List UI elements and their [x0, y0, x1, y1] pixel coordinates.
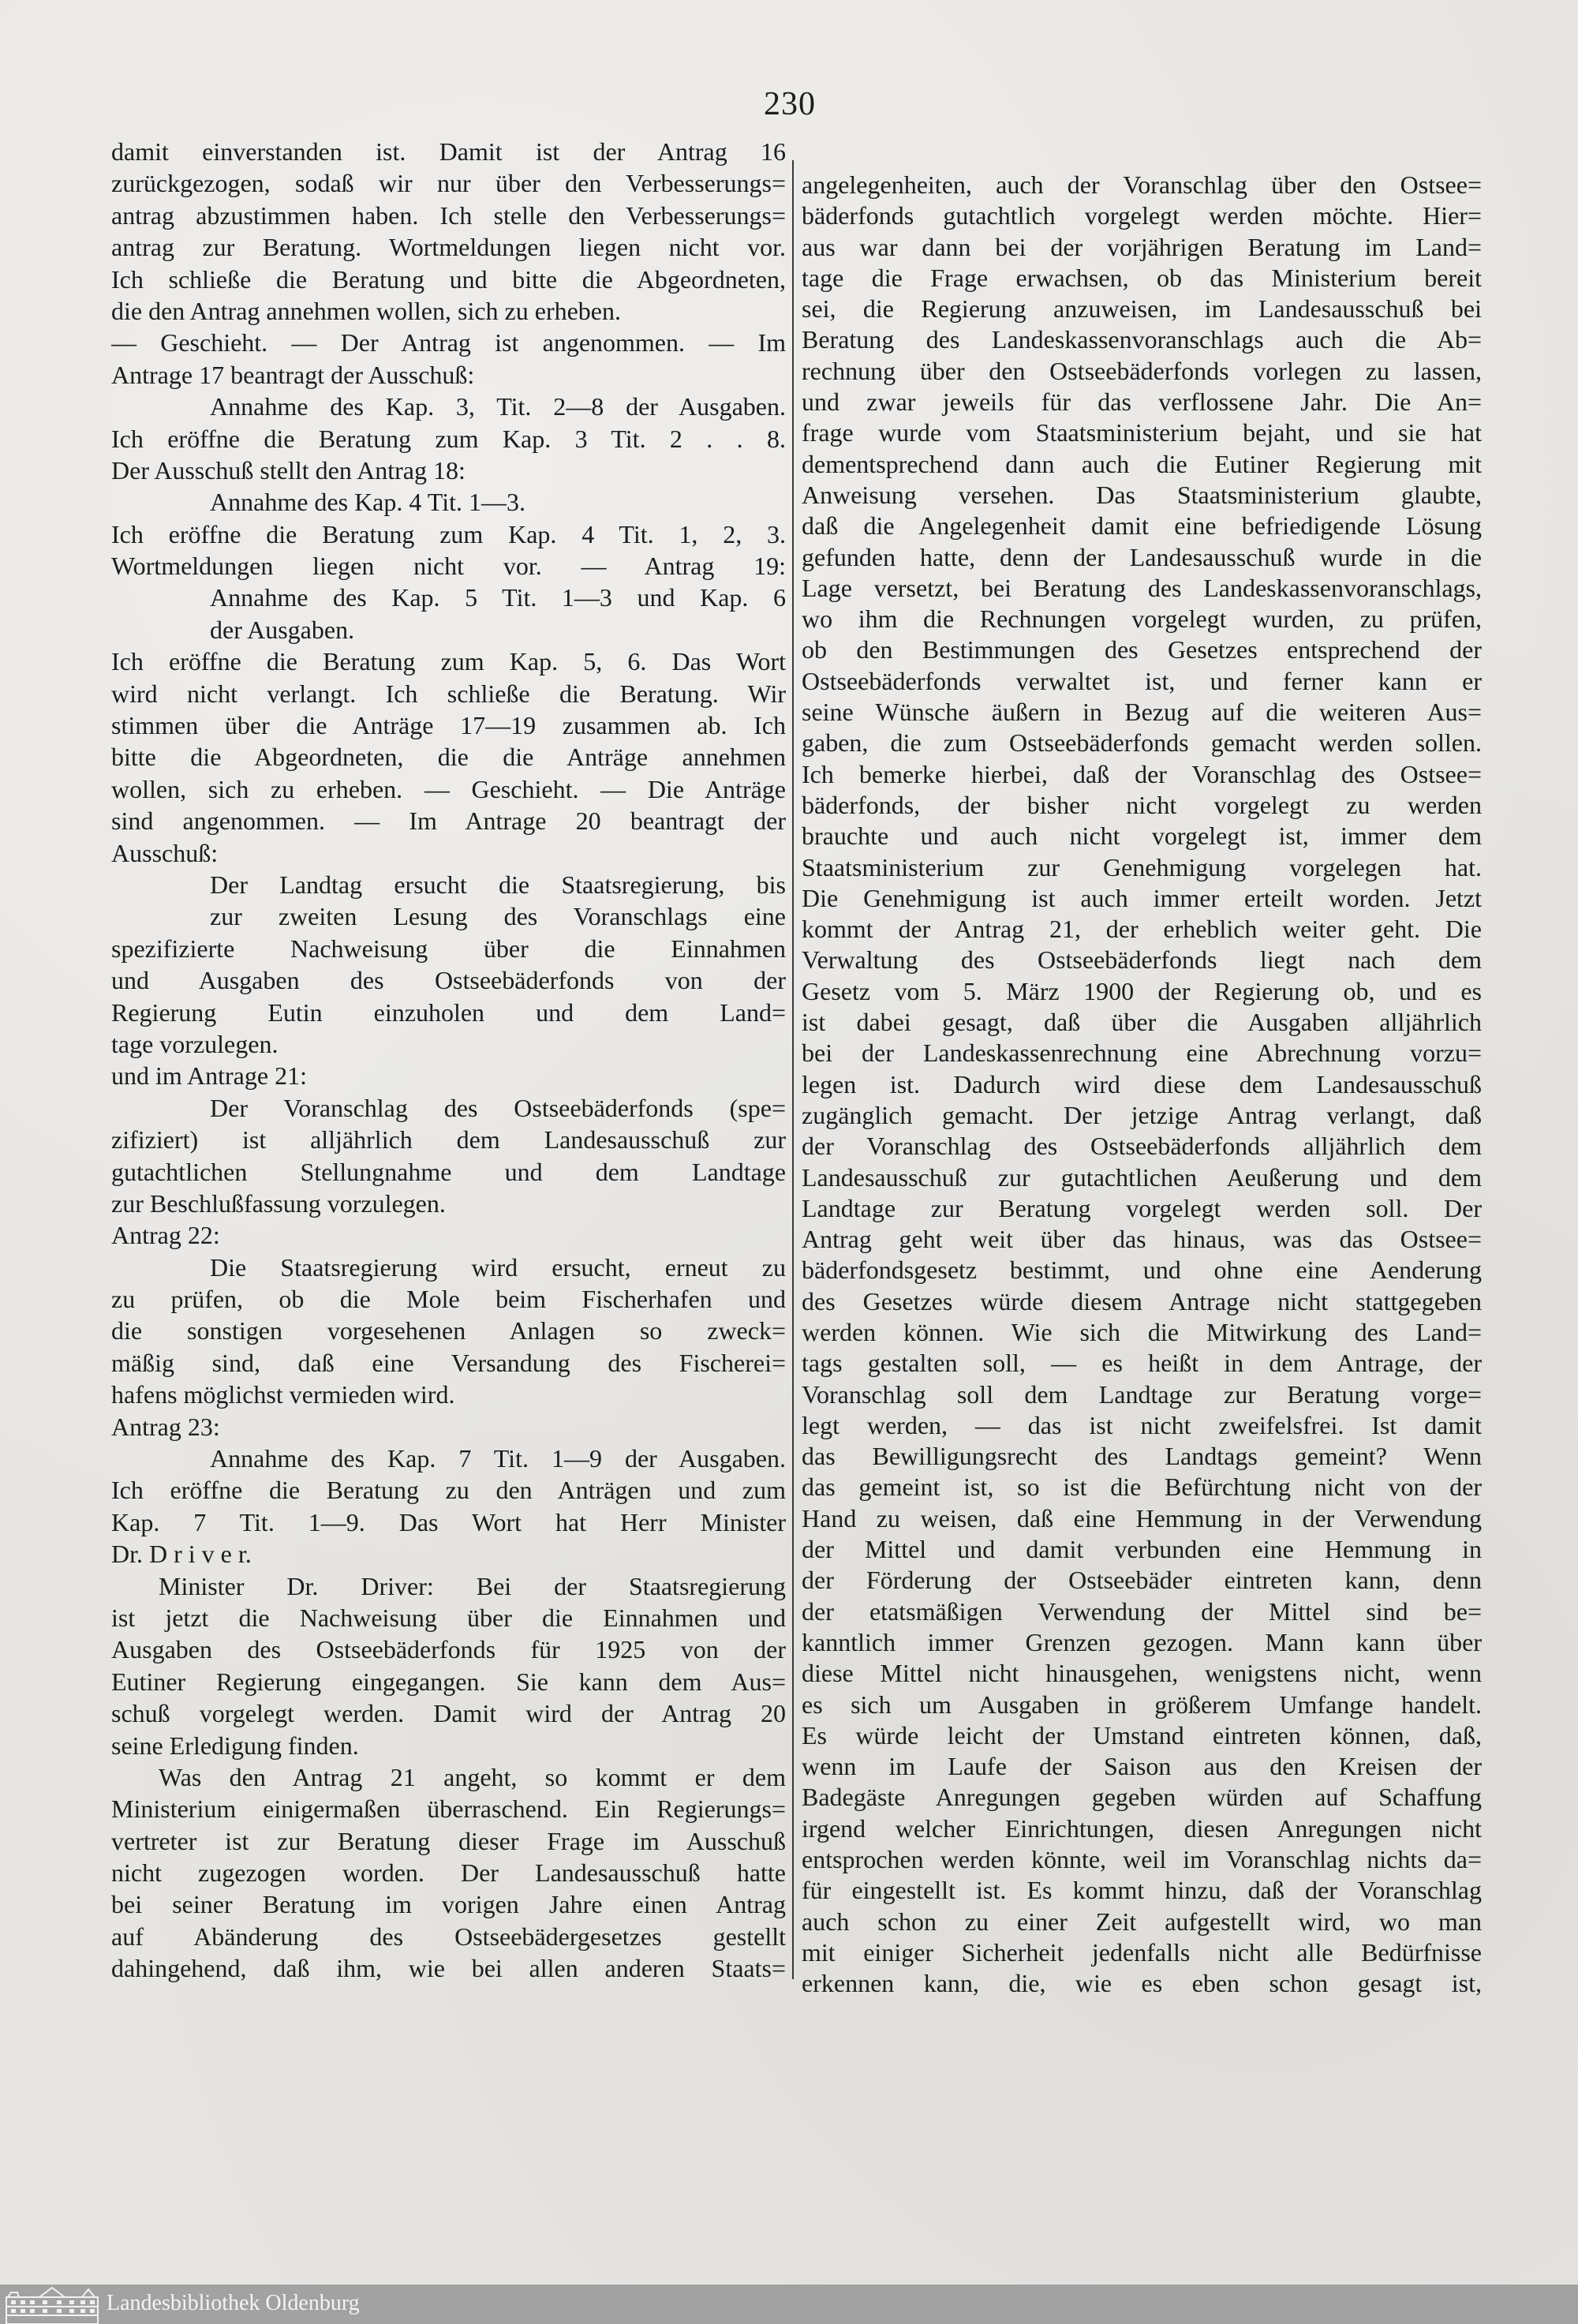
text-line: daß die Angelegenheit damit eine befriedigende Lösung	[802, 511, 1482, 541]
column-divider	[792, 160, 794, 1979]
text-line: Ich eröffne die Beratung zum Kap. 4 Tit. 1, 2, 3.	[111, 519, 786, 548]
text-line: auf Abänderung des Ostseebädergesetzes gestellt	[111, 1922, 786, 1951]
text-line: Antrag 22:	[111, 1221, 220, 1250]
text-line: zugänglich gemacht. Der jetzige Antrag verlangt, daß	[802, 1100, 1482, 1129]
text-line: hafens möglichst vermieden wird.	[111, 1380, 455, 1409]
text-line: Der Voranschlag des Ostseebäderfonds (spe=	[210, 1093, 786, 1122]
text-line: Regierung Eutin einzuholen und dem Land=	[111, 997, 786, 1027]
text-line: Wortmeldungen liegen nicht vor. — Antrag 19:	[111, 552, 786, 581]
text-line: auch schon zu einer Zeit aufgestellt wird, wo man	[802, 1907, 1482, 1936]
text-line: wollen, sich zu erheben. — Geschieht. — Die Anträge	[111, 774, 786, 803]
text-line: stimmen über die Anträge 17—19 zusammen ab. Ich	[111, 711, 786, 740]
text-line: zurückgezogen, sodaß wir nur über den Verbesserungs=	[111, 169, 786, 198]
text-line: das gemeint ist, so ist die Befürchtung nicht von der	[802, 1473, 1482, 1502]
text-line: tage die Frage erwachsen, ob das Ministerium bereit	[802, 263, 1482, 292]
text-line: schuß vorgelegt werden. Damit wird der Antrag 20	[111, 1699, 786, 1728]
text-line: sind angenommen. — Im Antrage 20 beantragt der	[111, 806, 786, 836]
text-line: der etatsmäßigen Verwendung der Mittel sind be=	[802, 1596, 1482, 1626]
text-line: für eingestellt ist. Es kommt hinzu, daß der Voranschlag	[802, 1876, 1482, 1905]
text-line: Die Genehmigung ist auch immer erteilt worden. Jetzt	[802, 883, 1482, 912]
text-line: Ich eröffne die Beratung zum Kap. 3 Tit. 2 . . 8.	[111, 424, 786, 453]
text-line: Antrage 17 beantragt der Ausschuß:	[111, 360, 475, 389]
page-number: 230	[764, 86, 816, 122]
text-line: der Voranschlag des Ostseebäderfonds alljährlich dem	[802, 1132, 1482, 1161]
text-line: Eutiner Regierung eingegangen. Sie kann dem Aus=	[111, 1667, 786, 1696]
text-line: seine Erledigung finden.	[111, 1731, 359, 1760]
text-line: legt werden, — das ist nicht zweifelsfrei. Ist damit	[802, 1410, 1482, 1439]
text-line: damit einverstanden ist. Damit ist der Antrag 16	[111, 137, 786, 166]
text-line: tags gestalten soll, — es heißt in dem Antrage, der	[802, 1349, 1482, 1378]
text-line: nicht zugezogen worden. Der Landesausschuß hatte	[111, 1858, 786, 1888]
text-line: kommt der Antrag 21, der erheblich weiter geht. Die	[802, 915, 1482, 944]
text-line: dahingehend, daß ihm, wie bei allen anderen Staats=	[111, 1954, 786, 1983]
text-line: zifiziert) ist alljährlich dem Landesausschuß zur	[111, 1125, 786, 1155]
text-line: Ausschuß:	[111, 838, 219, 867]
text-line: werden können. Wie sich die Mitwirkung des Land=	[802, 1317, 1482, 1346]
text-line: Annahme des Kap. 5 Tit. 1—3 und Kap. 6	[210, 583, 786, 612]
text-line: dementsprechend dann auch die Eutiner Regierung mit	[802, 449, 1482, 478]
text-line: Ostseebäderfonds verwaltet ist, und ferner kann er	[802, 666, 1482, 695]
text-line: aus war dann bei der vorjährigen Beratung im Land=	[802, 232, 1482, 261]
text-line: diese Mittel nicht hinausgehen, wenigstens nicht, wenn	[802, 1659, 1482, 1688]
text-line: der Mittel und damit verbunden eine Hemmung in	[802, 1535, 1482, 1564]
text-line: und Ausgaben des Ostseebäderfonds von der	[111, 966, 786, 995]
text-line: und zwar jeweils für das verflossene Jahr. Die An=	[802, 387, 1482, 417]
text-line: zur Beschlußfassung vorzulegen.	[111, 1188, 446, 1218]
text-line: Ausgaben des Ostseebäderfonds für 1925 von der	[111, 1635, 786, 1664]
text-line: und im Antrage 21:	[111, 1061, 307, 1091]
text-line: Staatsministerium zur Genehmigung vorgelegen hat.	[802, 852, 1482, 881]
text-line: Badegäste Anregungen gegeben würden auf Schaffung	[802, 1783, 1482, 1812]
left-text-column	[111, 136, 786, 1985]
text-line: Antrag 23:	[111, 1412, 220, 1441]
text-line: zur zweiten Lesung des Voranschlags eine	[210, 902, 786, 931]
text-line: Beratung des Landeskassenvoranschlags auch die Ab=	[802, 325, 1482, 354]
right-text-column	[802, 170, 1482, 2000]
text-line: erkennen kann, die, wie es eben schon gesagt ist,	[802, 1969, 1482, 1998]
text-line: bei der Landeskassenrechnung eine Abrechnung vorzu=	[802, 1039, 1482, 1068]
text-line: Es würde leicht der Umstand eintreten können, daß,	[802, 1720, 1482, 1750]
text-line: bitte die Abgeordneten, die die Anträge annehmen	[111, 743, 786, 772]
text-line: sei, die Regierung anzuweisen, im Landesausschuß bei	[802, 294, 1482, 324]
text-line: antrag zur Beratung. Wortmeldungen liegen nicht vor.	[111, 233, 786, 262]
text-line: brauchte und auch nicht vorgelegt ist, immer dem	[802, 821, 1482, 851]
text-line: Ich bemerke hierbei, daß der Voranschlag des Ostsee=	[802, 759, 1482, 788]
text-line: Annahme des Kap. 4 Tit. 1—3.	[210, 488, 525, 517]
text-line: wo ihm die Rechnungen vorgelegt wurden, zu prüfen,	[802, 604, 1482, 634]
text-line: wird nicht verlangt. Ich schließe die Beratung. Wir	[111, 679, 786, 708]
text-line: Landesausschuß zur gutachtlichen Aeußerung und dem	[802, 1162, 1482, 1192]
text-line: seine Wünsche äußern in Bezug auf die weiteren Aus=	[802, 698, 1482, 727]
text-line: Antrag geht weit über das hinaus, was das Ostsee=	[802, 1225, 1482, 1254]
text-line: frage wurde vom Staatsministerium bejaht, und sie hat	[802, 418, 1482, 447]
text-line: Voranschlag soll dem Landtage zur Beratung vorge=	[802, 1379, 1482, 1409]
text-line: es sich um Ausgaben in größerem Umfange handelt.	[802, 1690, 1482, 1719]
text-line: tage vorzulegen.	[111, 1029, 279, 1058]
text-line: spezifizierte Nachweisung über die Einnahmen	[111, 934, 786, 963]
text-line: Ich schließe die Beratung und bitte die Abgeordneten,	[111, 264, 786, 294]
text-line: Annahme des Kap. 7 Tit. 1—9 der Ausgaben.	[210, 1444, 786, 1473]
text-line: die sonstigen vorgesehenen Anlagen so zweck=	[111, 1316, 786, 1345]
text-line: ist dabei gesagt, daß über die Ausgaben alljährlich	[802, 1008, 1482, 1037]
text-line: bäderfondsgesetz bestimmt, und ohne eine Aenderung	[802, 1256, 1482, 1285]
text-line: ob den Bestimmungen des Gesetzes entsprechend der	[802, 635, 1482, 664]
text-line: das Bewilligungsrecht des Landtags gemeint? Wenn	[802, 1442, 1482, 1471]
text-line: Anweisung versehen. Das Staatsministerium glaubte,	[802, 480, 1482, 509]
text-line: Hand zu weisen, daß eine Hemmung in der Verwendung	[802, 1503, 1482, 1532]
text-line: — Geschieht. — Der Antrag ist angenommen. — Im	[111, 328, 786, 357]
text-line: Ich eröffne die Beratung zum Kap. 5, 6. Das Wort	[111, 647, 786, 676]
text-line: Minister Dr. Driver: Bei der Staatsregierung	[159, 1571, 786, 1600]
text-line: kanntlich immer Grenzen gezogen. Mann kann über	[802, 1627, 1482, 1656]
text-line: Landtage zur Beratung vorgelegt werden soll. Der	[802, 1193, 1482, 1222]
text-line: bei seiner Beratung im vorigen Jahre einen Antrag	[111, 1890, 786, 1919]
text-line: mit einiger Sicherheit jedenfalls nicht alle Bedürfnisse	[802, 1937, 1482, 1967]
text-line: gutachtlichen Stellungnahme und dem Landtage	[111, 1157, 786, 1186]
library-building-logo-icon	[5, 2286, 99, 2324]
text-line: rechnung über den Ostseebäderfonds vorlegen zu lassen,	[802, 356, 1482, 385]
text-line: Die Staatsregierung wird ersucht, erneut zu	[210, 1252, 786, 1282]
text-line: mäßig sind, daß eine Versandung des Fischerei=	[111, 1348, 786, 1377]
text-line: antrag abzustimmen haben. Ich stelle den Verbesserungs=	[111, 200, 786, 230]
text-line: gaben, die zum Ostseebäderfonds gemacht werden sollen.	[802, 728, 1482, 758]
text-line: entsprochen werden könnte, weil im Voranschlag nichts da=	[802, 1845, 1482, 1874]
text-line: wenn im Laufe der Saison aus den Kreisen der	[802, 1752, 1482, 1781]
text-line: zu prüfen, ob die Mole beim Fischerhafen und	[111, 1285, 786, 1314]
text-line: Annahme des Kap. 3, Tit. 2—8 der Ausgaben.	[210, 392, 786, 421]
text-line: bäderfonds, der bisher nicht vorgelegt zu werden	[802, 790, 1482, 819]
text-line: Was den Antrag 21 angeht, so kommt er dem	[159, 1762, 786, 1791]
text-line: die den Antrag annehmen wollen, sich zu erheben.	[111, 296, 621, 325]
library-footer-bar	[0, 2285, 1578, 2324]
text-line: irgend welcher Einrichtungen, diesen Anregungen nicht	[802, 1813, 1482, 1843]
text-line: Ich eröffne die Beratung zu den Anträgen und zum	[111, 1476, 786, 1505]
text-line: Verwaltung des Ostseebäderfonds liegt nach dem	[802, 945, 1482, 975]
text-line: vertreter ist zur Beratung dieser Frage im Ausschuß	[111, 1826, 786, 1855]
text-line: der Ausgaben.	[210, 615, 355, 644]
text-line: Der Ausschuß stellt den Antrag 18:	[111, 455, 466, 485]
text-line: des Gesetzes würde diesem Antrage nicht stattgegeben	[802, 1286, 1482, 1315]
text-line: angelegenheiten, auch der Voranschlag über den Ostsee=	[802, 170, 1482, 199]
text-line: Dr. D r i v e r.	[111, 1540, 252, 1569]
text-line: ist jetzt die Nachweisung über die Einnahmen und	[111, 1603, 786, 1632]
text-line: legen ist. Dadurch wird diese dem Landesausschuß	[802, 1069, 1482, 1098]
text-line: Ministerium einigermaßen überraschend. Ein Regierungs=	[111, 1794, 786, 1824]
text-line: bäderfonds gutachtlich vorgelegt werden möchte. Hier=	[802, 201, 1482, 230]
library-name: Landesbibliothek Oldenburg	[107, 2291, 360, 2315]
text-line: Der Landtag ersucht die Staatsregierung, bis	[210, 870, 786, 899]
text-line: der Förderung der Ostseebäder eintreten kann, denn	[802, 1566, 1482, 1595]
text-line: Kap. 7 Tit. 1—9. Das Wort hat Herr Minister	[111, 1507, 786, 1536]
text-line: Lage versetzt, bei Beratung des Landeskassenvoranschlags,	[802, 573, 1482, 602]
text-line: gefunden hatte, denn der Landesausschuß wurde in die	[802, 542, 1482, 571]
text-line: Gesetz vom 5. März 1900 der Regierung ob, und es	[802, 976, 1482, 1005]
